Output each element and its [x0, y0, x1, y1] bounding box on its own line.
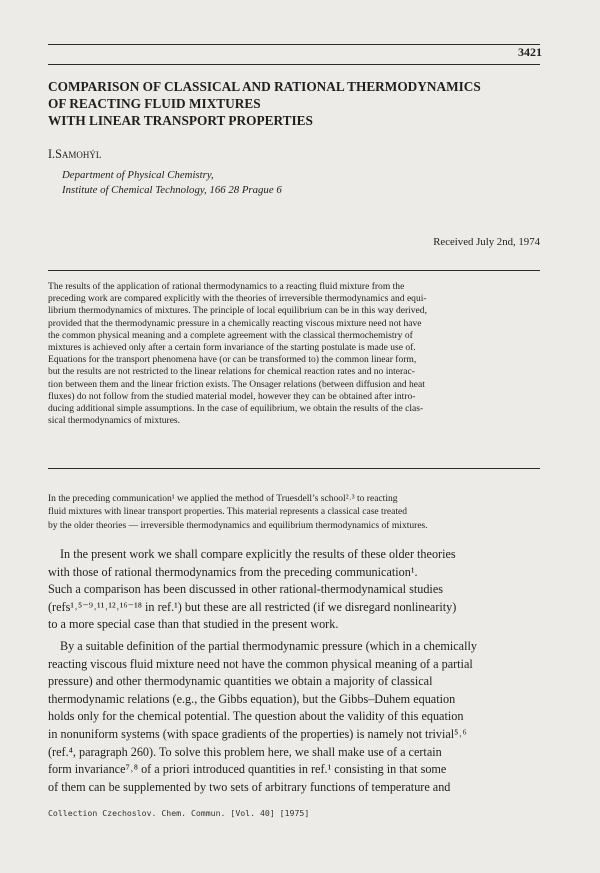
body-line: holds only for the chemical potential. The question about the validity of this equation	[48, 709, 464, 724]
intro-line: fluid mixtures with linear transport properties. This material represents a classical case treated	[48, 506, 408, 518]
abstract-line: ducing additional simple assumptions. In the case of equilibrium, we obtain the results of the clas-	[48, 403, 424, 415]
intro-line: by the older theories — irreversible thermodynamics and equilibrium thermodynamics of mixtures.	[48, 519, 428, 531]
body-line: (refs¹˒⁵⁻⁹˒¹¹˒¹²˒¹⁶⁻¹⁸ in ref.¹) but these are all restricted (if we disregard nonlinearity)	[48, 599, 457, 614]
abstract-line: Equations for the transport phenomena have (or can be transformed to) the common linear form,	[48, 354, 417, 366]
abstract-rule-bottom	[48, 468, 540, 469]
abstract-rule-top	[48, 270, 540, 271]
article-title	[48, 78, 548, 129]
header-rule	[48, 44, 540, 45]
abstract-line: sical thermodynamics of mixtures.	[48, 415, 181, 427]
abstract-line: the common physical meaning and a complete agreement with the classical thermochemistry of	[48, 329, 413, 341]
abstract-line: fluxes) do not follow from the studied material model, however they can be obtained after intro-	[48, 390, 416, 402]
intro-line: In the preceding communication¹ we applied the method of Truesdell’s school²˒³ to reacting	[48, 493, 398, 504]
body-line: with those of rational thermodynamics from the preceding communication¹.	[48, 564, 418, 579]
body-line: to a more special case than that studied in the present work.	[48, 617, 339, 632]
title-line: WITH LINEAR TRANSPORT PROPERTIES	[48, 113, 313, 128]
body-line: of them can be supplemented by two sets of arbitrary functions of temperature and	[48, 779, 451, 794]
body-line: In the present work we shall compare explicitly the results of these older theories	[60, 547, 456, 561]
abstract	[48, 281, 540, 427]
body-line: Such a comparison has been discussed in other rational-thermodynamical studies	[48, 582, 443, 597]
body-line: (ref.⁴, paragraph 260). To solve this problem here, we shall make use of a certain	[48, 744, 442, 759]
intro-paragraph	[48, 492, 540, 532]
journal-footer: Collection Czechoslov. Chem. Commun. [Vol. 40] [1975]	[48, 808, 310, 818]
title-line: OF REACTING FLUID MIXTURES	[48, 96, 261, 111]
abstract-line: librium thermodynamics of mixtures. The principle of local equilibrium can be in this way derived,	[48, 305, 427, 317]
body-line: in nonuniform systems (with space gradients of the properties) is namely not trivial⁵˒⁶	[48, 726, 467, 741]
header-rule-lower	[48, 64, 540, 65]
body-line: thermodynamic relations (e.g., the Gibbs equation), but the Gibbs–Duhem equation	[48, 691, 456, 706]
page-number: 3421	[518, 45, 542, 59]
affiliation	[62, 168, 282, 197]
body-line: By a suitable definition of the partial thermodynamic pressure (which in a chemically	[60, 638, 477, 653]
abstract-line: mixtures is achieved only after a certain form invariance of the starting postulate is made use of.	[48, 342, 416, 354]
abstract-line: preceding work are compared explicitly with the theories of irreversible thermodynamics and equi-	[48, 293, 427, 305]
body-line: form invariance⁷˒⁸ of a priori introduced quantities in ref.¹ consisting in that some	[48, 762, 447, 777]
author-name: Samohýl	[55, 147, 102, 161]
body-text	[48, 546, 540, 796]
abstract-line: but the results are not restricted to the linear relations for chemical reaction rates and no interac-	[48, 366, 415, 378]
body-line: reacting viscous fluid mixture need not have the common physical meaning of a partial	[48, 656, 473, 671]
received-date: Received July 2nd, 1974	[433, 236, 540, 248]
abstract-line: provided that the thermodynamic pressure in a chemically reacting viscous mixture need not have	[48, 317, 422, 329]
title-line: COMPARISON OF CLASSICAL AND RATIONAL THERMODYNAMICS	[48, 79, 481, 94]
body-line: pressure) and other thermodynamic quantities we obtain a majority of classical	[48, 674, 433, 689]
abstract-line: The results of the application of rational thermodynamics to a reacting fluid mixture from the	[48, 281, 405, 292]
author-initial: I.	[48, 147, 56, 161]
abstract-line: tion between them and the linear friction exists. The Onsager relations (between diffusion and heat	[48, 378, 425, 390]
affiliation-line: Department of Physical Chemistry,	[62, 169, 214, 181]
affiliation-line: Institute of Chemical Technology, 166 28 Prague 6	[62, 183, 282, 196]
author	[48, 147, 101, 162]
